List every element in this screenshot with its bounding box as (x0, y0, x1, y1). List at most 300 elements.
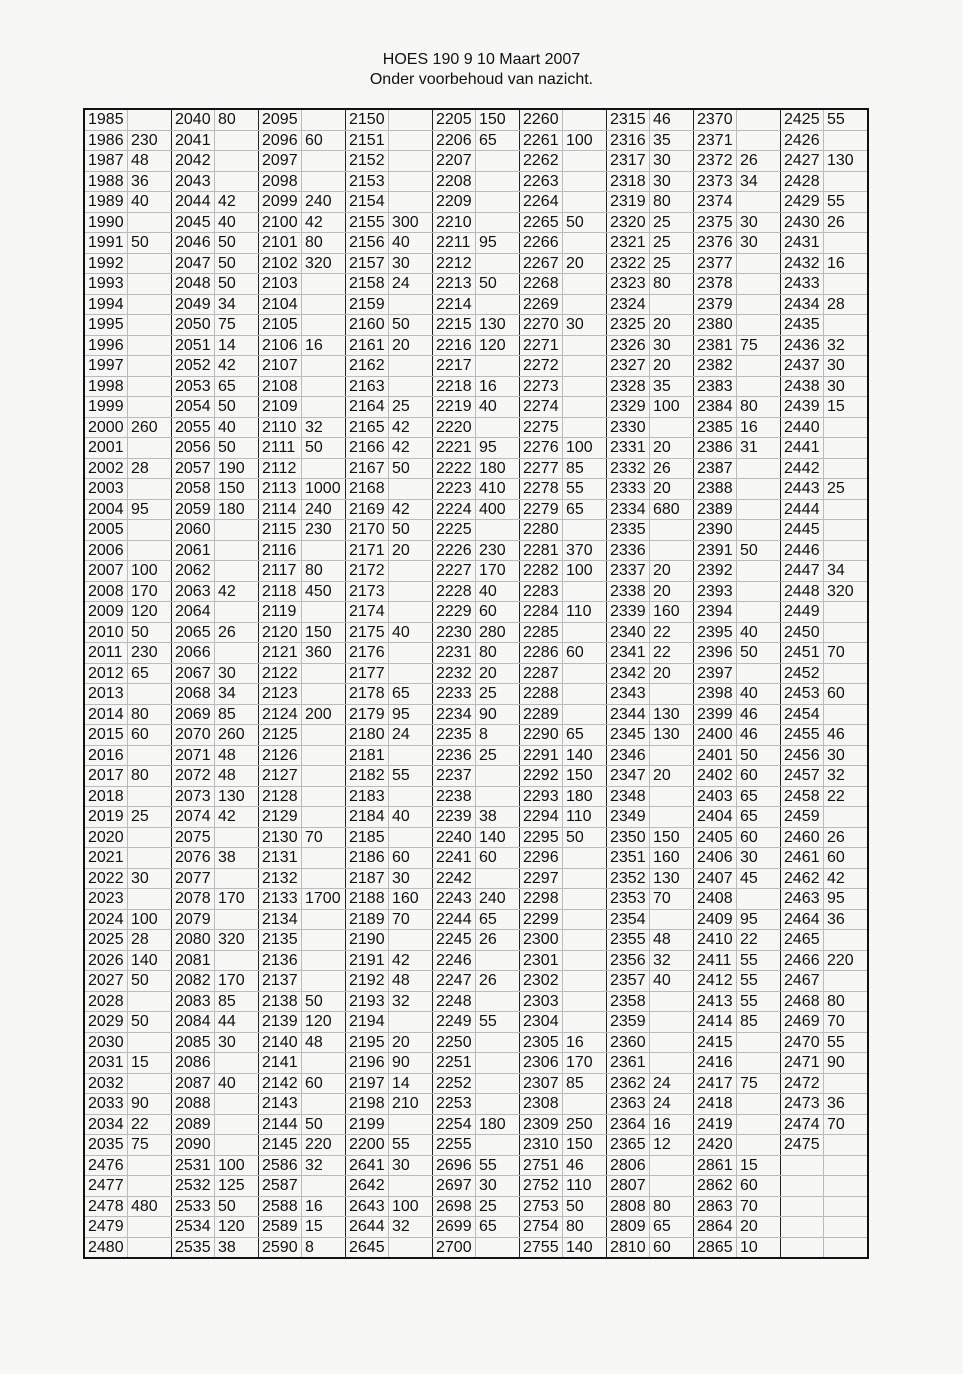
item-number-cell: 2253 (433, 1094, 476, 1115)
item-value-cell (389, 109, 433, 130)
item-value-cell (476, 417, 520, 438)
item-number-cell: 2145 (259, 1135, 302, 1156)
item-number-cell: 1988 (84, 171, 128, 192)
item-value-cell: 26 (737, 151, 781, 172)
item-value-cell: 65 (476, 130, 520, 151)
item-value-cell: 20 (563, 253, 607, 274)
item-number-cell: 2298 (520, 889, 563, 910)
item-value-cell: 320 (215, 930, 259, 951)
table-row (84, 315, 868, 336)
item-value-cell (128, 1155, 172, 1176)
item-number-cell: 2383 (694, 376, 737, 397)
item-value-cell: 40 (737, 622, 781, 643)
item-number-cell: 2590 (259, 1237, 302, 1258)
item-number-cell: 2344 (607, 704, 650, 725)
item-value-cell (737, 479, 781, 500)
item-value-cell (824, 520, 869, 541)
item-value-cell: 16 (737, 417, 781, 438)
item-value-cell: 38 (215, 1237, 259, 1258)
item-number-cell: 2753 (520, 1196, 563, 1217)
item-value-cell: 65 (563, 499, 607, 520)
item-value-cell: 20 (650, 479, 694, 500)
item-value-cell: 480 (128, 1196, 172, 1217)
item-value-cell (563, 971, 607, 992)
item-number-cell: 2385 (694, 417, 737, 438)
item-value-cell (824, 499, 869, 520)
item-number-cell: 2107 (259, 356, 302, 377)
item-number-cell: 2419 (694, 1114, 737, 1135)
item-number-cell: 2264 (520, 192, 563, 213)
item-value-cell: 70 (824, 1114, 869, 1135)
item-number-cell: 2449 (781, 602, 824, 623)
item-number-cell: 2119 (259, 602, 302, 623)
item-value-cell (824, 807, 869, 828)
item-number-cell: 2064 (172, 602, 215, 623)
item-number-cell: 2183 (346, 786, 389, 807)
item-number-cell: 2163 (346, 376, 389, 397)
item-number-cell: 2272 (520, 356, 563, 377)
item-value-cell: 40 (215, 212, 259, 233)
item-number-cell: 2157 (346, 253, 389, 274)
item-value-cell: 125 (215, 1176, 259, 1197)
item-number-cell: 2357 (607, 971, 650, 992)
table-row (84, 294, 868, 315)
item-number-cell: 2445 (781, 520, 824, 541)
table-row (84, 540, 868, 561)
item-value-cell (737, 294, 781, 315)
item-number-cell: 2151 (346, 130, 389, 151)
item-value-cell: 680 (650, 499, 694, 520)
item-value-cell (128, 1217, 172, 1238)
item-value-cell: 50 (563, 212, 607, 233)
item-value-cell: 42 (215, 192, 259, 213)
item-number-cell: 2862 (694, 1176, 737, 1197)
item-value-cell (476, 991, 520, 1012)
item-value-cell (737, 274, 781, 295)
item-number-cell: 2339 (607, 602, 650, 623)
item-value-cell: 400 (476, 499, 520, 520)
item-value-cell (476, 192, 520, 213)
item-number-cell: 2863 (694, 1196, 737, 1217)
item-number-cell: 1990 (84, 212, 128, 233)
item-value-cell (563, 868, 607, 889)
item-value-cell (128, 848, 172, 869)
item-number-cell: 2397 (694, 663, 737, 684)
item-value-cell: 50 (215, 438, 259, 459)
item-number-cell: 2394 (694, 602, 737, 623)
item-value-cell (737, 192, 781, 213)
item-value-cell (824, 274, 869, 295)
item-number-cell: 2113 (259, 479, 302, 500)
item-value-cell: 230 (128, 643, 172, 664)
item-number-cell: 2059 (172, 499, 215, 520)
item-number-cell: 2277 (520, 458, 563, 479)
item-number-cell: 2363 (607, 1094, 650, 1115)
item-number-cell: 2751 (520, 1155, 563, 1176)
item-number-cell: 2155 (346, 212, 389, 233)
item-number-cell: 2290 (520, 725, 563, 746)
item-value-cell: 80 (128, 704, 172, 725)
item-value-cell (128, 1032, 172, 1053)
item-number-cell: 2207 (433, 151, 476, 172)
item-number-cell: 2350 (607, 827, 650, 848)
table-row (84, 1155, 868, 1176)
item-value-cell (824, 171, 869, 192)
item-value-cell: 36 (824, 909, 869, 930)
item-value-cell: 42 (302, 212, 346, 233)
item-value-cell (563, 109, 607, 130)
item-value-cell: 24 (650, 1094, 694, 1115)
item-value-cell (302, 848, 346, 869)
item-value-cell: 100 (215, 1155, 259, 1176)
item-number-cell: 2040 (172, 109, 215, 130)
item-value-cell: 55 (824, 1032, 869, 1053)
item-number-cell: 2330 (607, 417, 650, 438)
item-number-cell: 2291 (520, 745, 563, 766)
item-number-cell (781, 1217, 824, 1238)
item-value-cell (737, 109, 781, 130)
item-value-cell (476, 868, 520, 889)
item-number-cell (781, 1196, 824, 1217)
item-number-cell: 2446 (781, 540, 824, 561)
item-number-cell: 2273 (520, 376, 563, 397)
item-number-cell: 2105 (259, 315, 302, 336)
item-number-cell: 2238 (433, 786, 476, 807)
item-number-cell: 2050 (172, 315, 215, 336)
item-number-cell: 2405 (694, 827, 737, 848)
item-number-cell: 2152 (346, 151, 389, 172)
item-value-cell (824, 315, 869, 336)
item-number-cell: 2041 (172, 130, 215, 151)
item-number-cell: 2320 (607, 212, 650, 233)
item-value-cell: 30 (389, 253, 433, 274)
item-number-cell (781, 1155, 824, 1176)
item-number-cell: 2293 (520, 786, 563, 807)
item-value-cell (563, 417, 607, 438)
item-value-cell: 25 (650, 212, 694, 233)
item-number-cell: 2160 (346, 315, 389, 336)
table-row (84, 1217, 868, 1238)
item-value-cell: 46 (824, 725, 869, 746)
item-number-cell: 2398 (694, 684, 737, 705)
item-value-cell: 32 (302, 417, 346, 438)
item-value-cell: 16 (476, 376, 520, 397)
item-value-cell (128, 745, 172, 766)
item-number-cell: 2187 (346, 868, 389, 889)
item-number-cell: 2296 (520, 848, 563, 869)
item-value-cell: 50 (215, 233, 259, 254)
item-value-cell (476, 786, 520, 807)
item-number-cell: 2102 (259, 253, 302, 274)
item-value-cell: 300 (389, 212, 433, 233)
item-number-cell: 2063 (172, 581, 215, 602)
item-number-cell: 2697 (433, 1176, 476, 1197)
item-value-cell: 42 (215, 581, 259, 602)
item-value-cell: 30 (563, 315, 607, 336)
item-value-cell: 24 (389, 274, 433, 295)
table-row (84, 479, 868, 500)
item-number-cell: 2444 (781, 499, 824, 520)
item-value-cell: 160 (389, 889, 433, 910)
item-value-cell: 85 (563, 458, 607, 479)
item-number-cell: 2641 (346, 1155, 389, 1176)
item-number-cell: 1996 (84, 335, 128, 356)
item-number-cell: 2356 (607, 950, 650, 971)
item-value-cell: 42 (389, 950, 433, 971)
item-number-cell: 2045 (172, 212, 215, 233)
item-number-cell: 2362 (607, 1073, 650, 1094)
table-row (84, 520, 868, 541)
item-number-cell: 2028 (84, 991, 128, 1012)
item-value-cell (563, 233, 607, 254)
item-value-cell (389, 294, 433, 315)
item-number-cell: 2292 (520, 766, 563, 787)
item-value-cell: 40 (389, 233, 433, 254)
item-value-cell: 55 (476, 1012, 520, 1033)
item-number-cell: 2232 (433, 663, 476, 684)
item-number-cell: 2401 (694, 745, 737, 766)
item-value-cell: 32 (302, 1155, 346, 1176)
item-number-cell: 2410 (694, 930, 737, 951)
item-value-cell: 50 (389, 520, 433, 541)
item-value-cell: 55 (824, 192, 869, 213)
item-value-cell: 60 (476, 602, 520, 623)
item-number-cell: 2414 (694, 1012, 737, 1033)
item-number-cell: 2236 (433, 745, 476, 766)
item-value-cell: 100 (650, 397, 694, 418)
item-value-cell (128, 479, 172, 500)
item-value-cell: 40 (128, 192, 172, 213)
item-value-cell: 8 (302, 1237, 346, 1258)
item-number-cell: 2089 (172, 1114, 215, 1135)
item-number-cell: 2355 (607, 930, 650, 951)
item-value-cell (476, 1073, 520, 1094)
item-value-cell (302, 458, 346, 479)
item-value-cell (389, 745, 433, 766)
item-number-cell: 2048 (172, 274, 215, 295)
item-value-cell: 130 (476, 315, 520, 336)
item-number-cell: 2194 (346, 1012, 389, 1033)
item-value-cell: 100 (563, 561, 607, 582)
item-number-cell: 2030 (84, 1032, 128, 1053)
item-value-cell: 95 (824, 889, 869, 910)
item-value-cell: 150 (650, 827, 694, 848)
item-value-cell: 16 (302, 1196, 346, 1217)
item-number-cell: 2260 (520, 109, 563, 130)
item-value-cell (215, 540, 259, 561)
item-value-cell (215, 950, 259, 971)
item-value-cell (302, 930, 346, 951)
item-value-cell: 20 (476, 663, 520, 684)
item-number-cell: 2034 (84, 1114, 128, 1135)
item-number-cell: 2072 (172, 766, 215, 787)
item-value-cell (737, 1114, 781, 1135)
item-number-cell: 2249 (433, 1012, 476, 1033)
item-value-cell: 65 (476, 909, 520, 930)
item-value-cell (302, 766, 346, 787)
item-value-cell: 130 (650, 704, 694, 725)
item-value-cell: 20 (737, 1217, 781, 1238)
item-number-cell: 2395 (694, 622, 737, 643)
item-number-cell (781, 1237, 824, 1258)
item-number-cell: 2240 (433, 827, 476, 848)
item-number-cell: 2433 (781, 274, 824, 295)
item-number-cell: 2132 (259, 868, 302, 889)
item-value-cell: 25 (476, 1196, 520, 1217)
item-value-cell: 70 (824, 1012, 869, 1033)
table-row (84, 458, 868, 479)
table-row (84, 1032, 868, 1053)
item-value-cell: 48 (215, 745, 259, 766)
item-number-cell: 2254 (433, 1114, 476, 1135)
item-value-cell: 31 (737, 438, 781, 459)
item-number-cell: 2462 (781, 868, 824, 889)
item-value-cell: 30 (737, 848, 781, 869)
item-value-cell: 150 (302, 622, 346, 643)
item-number-cell: 2374 (694, 192, 737, 213)
item-value-cell (302, 602, 346, 623)
item-number-cell: 2588 (259, 1196, 302, 1217)
item-value-cell (563, 1094, 607, 1115)
item-value-cell (737, 602, 781, 623)
item-value-cell: 15 (737, 1155, 781, 1176)
item-value-cell: 50 (476, 274, 520, 295)
item-number-cell: 2304 (520, 1012, 563, 1033)
item-value-cell: 55 (389, 1135, 433, 1156)
item-value-cell: 20 (650, 438, 694, 459)
table-row (84, 581, 868, 602)
item-number-cell: 2274 (520, 397, 563, 418)
item-number-cell: 2176 (346, 643, 389, 664)
item-number-cell: 2086 (172, 1053, 215, 1074)
item-value-cell (737, 889, 781, 910)
item-number-cell: 2436 (781, 335, 824, 356)
item-number-cell: 2266 (520, 233, 563, 254)
item-value-cell: 170 (215, 889, 259, 910)
item-number-cell: 2373 (694, 171, 737, 192)
item-value-cell (476, 294, 520, 315)
item-number-cell: 1986 (84, 130, 128, 151)
item-number-cell: 2184 (346, 807, 389, 828)
item-value-cell: 90 (824, 1053, 869, 1074)
item-number-cell: 2179 (346, 704, 389, 725)
item-number-cell: 2198 (346, 1094, 389, 1115)
item-value-cell: 22 (737, 930, 781, 951)
item-number-cell: 2348 (607, 786, 650, 807)
item-value-cell (824, 971, 869, 992)
item-value-cell: 50 (389, 458, 433, 479)
item-value-cell (476, 766, 520, 787)
item-value-cell: 170 (563, 1053, 607, 1074)
item-value-cell (389, 930, 433, 951)
item-number-cell: 2143 (259, 1094, 302, 1115)
item-number-cell: 2305 (520, 1032, 563, 1053)
item-value-cell: 75 (128, 1135, 172, 1156)
item-value-cell: 60 (824, 848, 869, 869)
item-value-cell: 130 (650, 725, 694, 746)
item-number-cell: 2024 (84, 909, 128, 930)
item-number-cell: 2456 (781, 745, 824, 766)
item-value-cell: 80 (650, 192, 694, 213)
item-value-cell (389, 643, 433, 664)
item-value-cell: 40 (389, 622, 433, 643)
item-number-cell: 2251 (433, 1053, 476, 1074)
item-number-cell: 2101 (259, 233, 302, 254)
item-number-cell: 2158 (346, 274, 389, 295)
item-number-cell: 2473 (781, 1094, 824, 1115)
item-value-cell: 50 (737, 643, 781, 664)
item-number-cell: 2323 (607, 274, 650, 295)
item-number-cell: 1997 (84, 356, 128, 377)
item-number-cell: 2318 (607, 171, 650, 192)
item-value-cell: 20 (650, 663, 694, 684)
item-number-cell: 2317 (607, 151, 650, 172)
item-number-cell: 2241 (433, 848, 476, 869)
item-number-cell: 2480 (84, 1237, 128, 1258)
item-value-cell: 20 (389, 335, 433, 356)
item-number-cell: 2033 (84, 1094, 128, 1115)
item-value-cell: 190 (215, 458, 259, 479)
item-number-cell: 2286 (520, 643, 563, 664)
item-number-cell: 2200 (346, 1135, 389, 1156)
item-value-cell: 50 (128, 971, 172, 992)
item-number-cell: 2098 (259, 171, 302, 192)
item-value-cell: 120 (128, 602, 172, 623)
item-number-cell: 2212 (433, 253, 476, 274)
item-value-cell: 85 (737, 1012, 781, 1033)
item-number-cell: 2173 (346, 581, 389, 602)
item-number-cell: 2275 (520, 417, 563, 438)
item-number-cell: 2327 (607, 356, 650, 377)
item-number-cell: 2865 (694, 1237, 737, 1258)
item-number-cell: 2393 (694, 581, 737, 602)
item-value-cell: 1700 (302, 889, 346, 910)
item-value-cell: 15 (824, 397, 869, 418)
item-number-cell: 2333 (607, 479, 650, 500)
item-value-cell: 34 (215, 294, 259, 315)
item-number-cell: 2125 (259, 725, 302, 746)
item-number-cell: 2452 (781, 663, 824, 684)
item-number-cell: 2224 (433, 499, 476, 520)
item-value-cell (476, 1135, 520, 1156)
item-number-cell: 2231 (433, 643, 476, 664)
item-number-cell: 2288 (520, 684, 563, 705)
item-number-cell: 2055 (172, 417, 215, 438)
item-value-cell: 38 (215, 848, 259, 869)
item-value-cell: 130 (215, 786, 259, 807)
item-value-cell: 25 (128, 807, 172, 828)
item-number-cell: 2211 (433, 233, 476, 254)
item-number-cell: 2642 (346, 1176, 389, 1197)
item-value-cell (128, 397, 172, 418)
item-value-cell (563, 950, 607, 971)
item-number-cell: 2217 (433, 356, 476, 377)
item-number-cell: 2144 (259, 1114, 302, 1135)
item-number-cell: 2133 (259, 889, 302, 910)
item-value-cell: 80 (302, 561, 346, 582)
item-value-cell: 180 (476, 1114, 520, 1135)
item-value-cell (128, 1237, 172, 1258)
item-number-cell: 2354 (607, 909, 650, 930)
table-row (84, 356, 868, 377)
item-number-cell: 2371 (694, 130, 737, 151)
item-value-cell (302, 1053, 346, 1074)
item-value-cell: 50 (302, 1114, 346, 1135)
table-row (84, 745, 868, 766)
item-number-cell: 2334 (607, 499, 650, 520)
item-value-cell (215, 909, 259, 930)
item-number-cell: 2461 (781, 848, 824, 869)
